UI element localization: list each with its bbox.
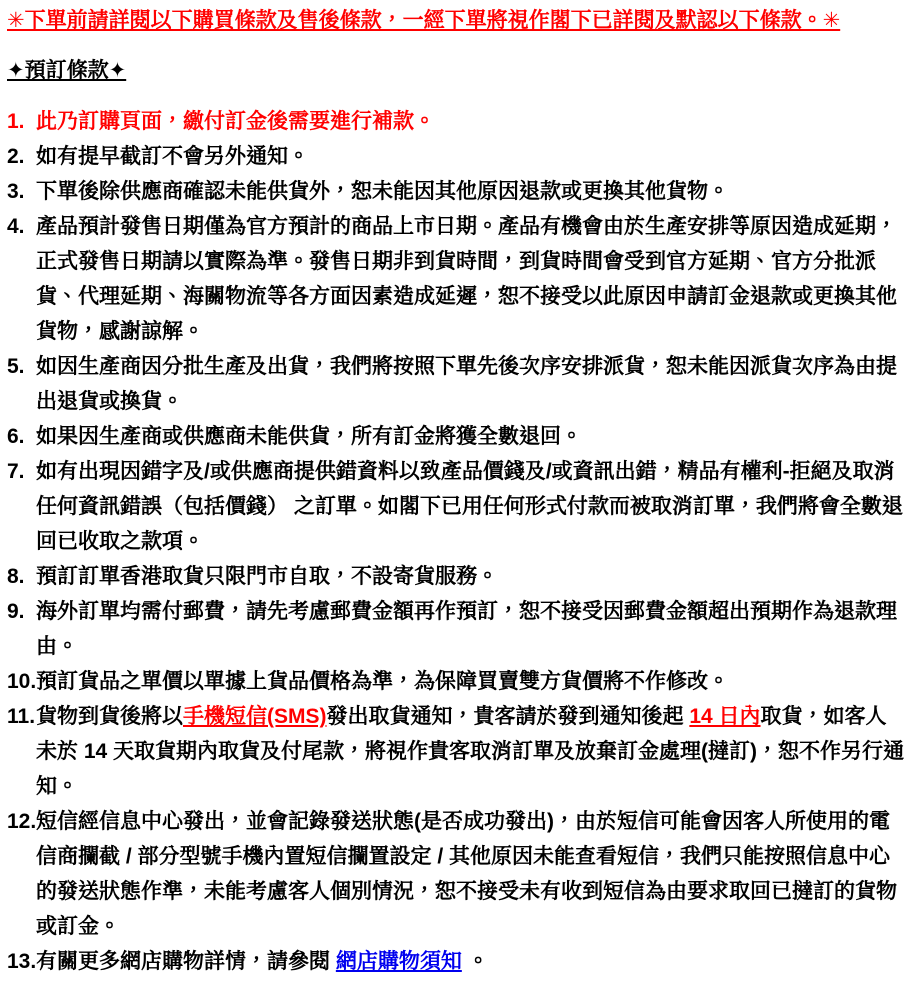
term-number: 1. <box>7 110 25 133</box>
term-item-1 <box>7 104 907 139</box>
term-segment: 。 <box>461 950 489 973</box>
term-item-13 <box>7 944 907 979</box>
term-text <box>36 565 498 588</box>
preorder-terms-list <box>7 104 907 979</box>
term-segment: 下單後除供應商確認未能供貨外，恕未能因其他原因退款或更換其他貨物。 <box>36 180 729 203</box>
term-segment: 此乃訂購頁面，繳付訂金後需要進行補款。 <box>36 110 435 133</box>
term-number: 11. <box>7 705 36 728</box>
term-text <box>36 110 435 133</box>
term-segment: 取貨，如客人未於 14 天取貨期內取貨及付尾款，將視作貴客取消訂單及放棄訂金處理(撻訂)，恕不作另行通知。 <box>36 705 905 798</box>
term-segment: 發出取貨通知，貴客請於發到通知後起 <box>326 705 690 728</box>
term-text <box>36 215 897 343</box>
term-item-10 <box>7 664 907 699</box>
term-segment: 貨物到貨後將以 <box>36 705 183 728</box>
term-item-11 <box>7 699 907 804</box>
term-number: 6. <box>7 425 25 448</box>
term-segment: 如果因生產商或供應商未能供貨，所有訂金將獲全數退回。 <box>36 425 582 448</box>
term-item-6 <box>7 419 907 454</box>
term-item-12 <box>7 804 907 944</box>
term-segment: 海外訂單均需付郵費，請先考慮郵費金額再作預訂，恕不接受因郵費金額超出預期作為退款理由。 <box>36 600 897 658</box>
term-text <box>36 425 582 448</box>
term-item-5 <box>7 349 907 419</box>
term-segment: 如因生產商因分批生產及出貨，我們將按照下單先後次序安排派貨，恕未能因派貨次序為由提出退貨或換貨。 <box>36 355 897 413</box>
highlighted-red-text: 手機短信(SMS) <box>183 705 327 728</box>
term-segment: 如有提早截訂不會另外通知。 <box>36 145 309 168</box>
term-segment: 有關更多網店購物詳情，請參閱 <box>36 950 336 973</box>
term-segment: 短信經信息中心發出，並會記錄發送狀態(是否成功發出)，由於短信可能會因客人所使用的電信商攔截 / 部分型號手機內置短信攔置設定 / 其他原因未能查看短信，我們只能按照信息中心的發送狀態作準，未能考慮客人個別情況，恕不接受未有收到短信為由要求取回已撻訂的貨物或訂金。 <box>36 810 897 938</box>
section-title-preorder-terms: ✦預訂條款✦ <box>7 59 127 82</box>
term-item-3 <box>7 174 907 209</box>
term-text <box>36 810 897 938</box>
purchase-notice-header: ✳下單前請詳閱以下購買條款及售後條款，一經下單將視作閣下已詳閱及默認以下條款。✳ <box>7 9 841 32</box>
term-item-9 <box>7 594 907 664</box>
term-segment: 產品預計發售日期僅為官方預計的商品上市日期。產品有機會由於生產安排等原因造成延期，正式發售日期請以實際為準。發售日期非到貨時間，到貨時間會受到官方延期、官方分批派貨、代理延期、海關物流等各方面因素造成延遲，恕不接受以此原因申請訂金退款或更換其他貨物，感謝諒解。 <box>36 215 897 343</box>
term-number: 9. <box>7 600 25 623</box>
term-number: 13. <box>7 950 37 973</box>
term-text <box>36 600 897 658</box>
term-segment: 預訂訂單香港取貨只限門市自取，不設寄貨服務。 <box>36 565 498 588</box>
term-segment: 預訂貨品之單價以單據上貨品價格為準，為保障買賣雙方貨價將不作修改。 <box>36 670 729 693</box>
term-item-8 <box>7 559 907 594</box>
term-item-2 <box>7 139 907 174</box>
term-number: 4. <box>7 215 25 238</box>
term-text <box>36 670 729 693</box>
term-text <box>36 950 489 973</box>
term-item-7 <box>7 454 907 559</box>
term-number: 10. <box>7 670 37 693</box>
term-number: 5. <box>7 355 25 378</box>
term-number: 2. <box>7 145 25 168</box>
store-shopping-guide-link[interactable]: 網店購物須知 <box>335 950 462 973</box>
term-number: 7. <box>7 460 25 483</box>
term-segment: 如有出現因錯字及/或供應商提供錯資料以致產品價錢及/或資訊出錯，精品有權利-拒絕及取消任何資訊錯誤（包括價錢） 之訂單。如閣下已用任何形式付款而被取消訂單，我們將會全數退回已收取之款項。 <box>36 460 903 553</box>
term-number: 8. <box>7 565 25 588</box>
term-text <box>36 145 309 168</box>
term-number: 12. <box>7 810 37 833</box>
highlighted-red-text: 14 日內 <box>689 705 761 728</box>
term-text <box>36 460 903 553</box>
term-item-4 <box>7 209 907 349</box>
term-text <box>36 355 897 413</box>
term-number: 3. <box>7 180 25 203</box>
term-text <box>36 180 729 203</box>
term-text <box>36 705 904 798</box>
